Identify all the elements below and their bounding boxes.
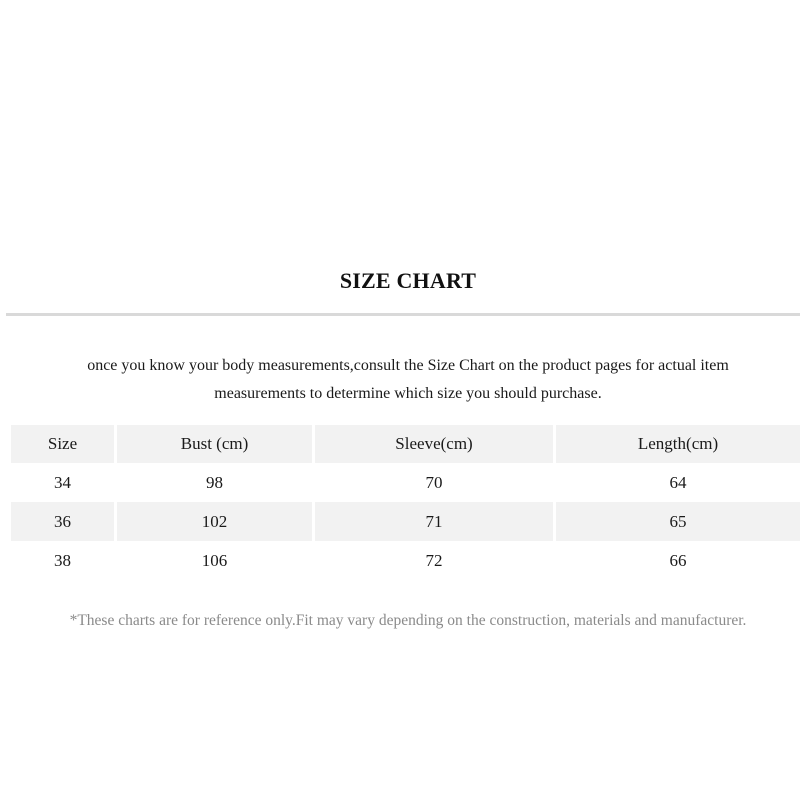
cell-bust: 102 (117, 502, 312, 541)
footnote: *These charts are for reference only.Fit may vary depending on the construction, materials and manufacturer. (69, 612, 747, 629)
header-size: Size (11, 425, 114, 463)
cell-length: 66 (669, 550, 687, 570)
table-row (11, 463, 800, 502)
table-header-row (11, 425, 800, 463)
cell-size: 38 (54, 550, 71, 570)
table-row (11, 541, 800, 580)
header-sleeve: Sleeve(cm) (315, 425, 553, 463)
page-title: SIZE CHART (339, 268, 477, 293)
header-length: Length(cm) (556, 425, 800, 463)
intro-line-2: measurements to determine which size you should purchase. (214, 385, 602, 402)
cell-sleeve: 71 (315, 502, 553, 541)
table-row (11, 502, 800, 541)
cell-bust: 106 (201, 550, 228, 570)
cell-length: 64 (669, 472, 687, 492)
cell-size: 34 (54, 472, 71, 492)
intro-text (20, 352, 796, 408)
cell-size: 36 (11, 502, 114, 541)
cell-length: 65 (556, 502, 800, 541)
header-bust: Bust (cm) (117, 425, 312, 463)
cell-sleeve: 72 (425, 550, 443, 570)
cell-bust: 98 (206, 472, 223, 492)
title-divider (6, 313, 800, 316)
size-table (8, 425, 800, 580)
cell-sleeve: 70 (425, 472, 443, 492)
intro-line-1: once you know your body measurements,consult the Size Chart on the product pages for actual item (87, 357, 729, 374)
